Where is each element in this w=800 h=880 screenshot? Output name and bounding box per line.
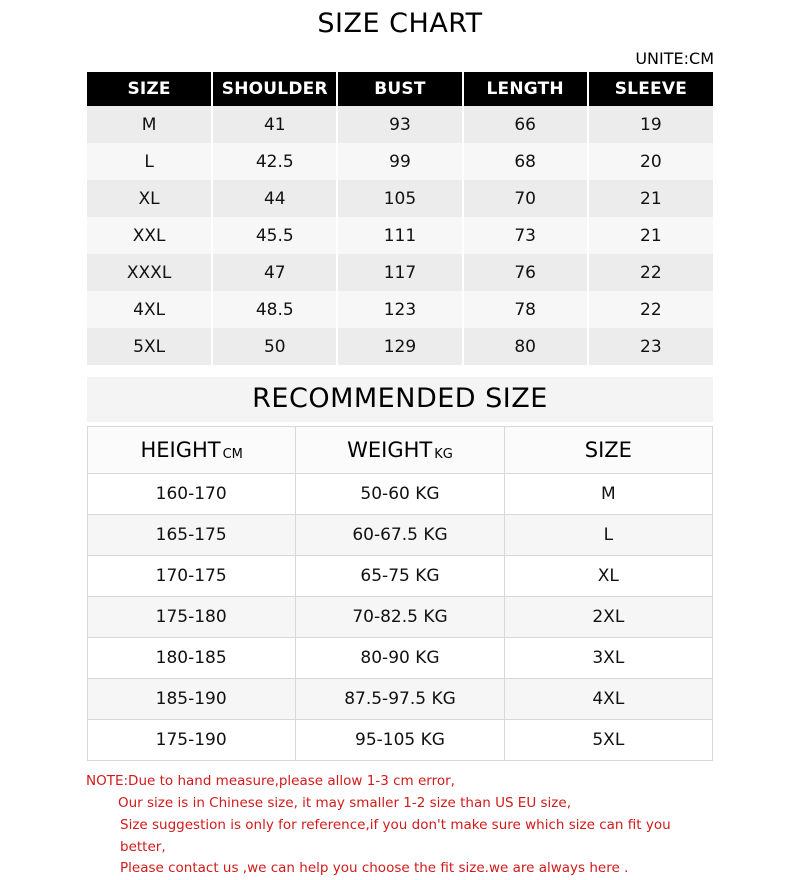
size-table-header-length: LENGTH xyxy=(463,72,588,106)
cell-length: 66 xyxy=(463,106,588,143)
cell-bust: 105 xyxy=(337,180,462,217)
table-row xyxy=(87,180,713,217)
cell-weight: 95-105 KG xyxy=(296,720,504,761)
cell-size: XXXL xyxy=(87,254,212,291)
cell-length: 76 xyxy=(463,254,588,291)
table-row xyxy=(87,328,713,365)
recommended-header-height-label: HEIGHT xyxy=(140,438,221,462)
size-table-header-sleeve: SLEEVE xyxy=(588,72,713,106)
cell-sleeve: 19 xyxy=(588,106,713,143)
cell-size: 4XL xyxy=(87,291,212,328)
note-line-3: Size suggestion is only for reference,if you don't make sure which size can fit you better, xyxy=(120,816,671,855)
recommended-header-size xyxy=(504,427,712,474)
size-table-header-shoulder: SHOULDER xyxy=(212,72,337,106)
cell-size: L xyxy=(87,143,212,180)
cell-sleeve: 20 xyxy=(588,143,713,180)
recommended-header-weight xyxy=(296,427,504,474)
recommended-header-size-label: SIZE xyxy=(584,438,632,462)
cell-shoulder: 47 xyxy=(212,254,337,291)
cell-height: 185-190 xyxy=(88,679,296,720)
cell-size: 2XL xyxy=(504,597,712,638)
note-line-2: Our size is in Chinese size, it may smaller 1-2 size than US EU size, xyxy=(118,794,571,811)
cell-sleeve: 23 xyxy=(588,328,713,365)
table-row xyxy=(88,556,713,597)
cell-shoulder: 42.5 xyxy=(212,143,337,180)
table-row xyxy=(87,143,713,180)
table-row xyxy=(87,254,713,291)
cell-weight: 87.5-97.5 KG xyxy=(296,679,504,720)
size-table-header-bust: BUST xyxy=(337,72,462,106)
table-row xyxy=(88,474,713,515)
cell-size: 5XL xyxy=(504,720,712,761)
cell-sleeve: 21 xyxy=(588,217,713,254)
cell-length: 73 xyxy=(463,217,588,254)
size-chart-table xyxy=(87,72,713,365)
cell-sleeve: 21 xyxy=(588,180,713,217)
size-table-header-row xyxy=(87,72,713,106)
cell-height: 180-185 xyxy=(88,638,296,679)
recommended-header-height xyxy=(88,427,296,474)
table-row xyxy=(88,515,713,556)
cell-bust: 123 xyxy=(337,291,462,328)
cell-bust: 129 xyxy=(337,328,462,365)
cell-size: XL xyxy=(504,556,712,597)
cell-size: XL xyxy=(87,180,212,217)
cell-bust: 111 xyxy=(337,217,462,254)
cell-size: L xyxy=(504,515,712,556)
cell-weight: 70-82.5 KG xyxy=(296,597,504,638)
note-line-1: NOTE:Due to hand measure,please allow 1-3 cm error, xyxy=(86,773,455,789)
cell-length: 78 xyxy=(463,291,588,328)
cell-sleeve: 22 xyxy=(588,291,713,328)
recommended-header-row xyxy=(88,427,713,474)
cell-size: 4XL xyxy=(504,679,712,720)
cell-size: 5XL xyxy=(87,328,212,365)
recommended-size-title: RECOMMENDED SIZE xyxy=(87,377,713,422)
cell-shoulder: 45.5 xyxy=(212,217,337,254)
table-row xyxy=(87,291,713,328)
cell-length: 80 xyxy=(463,328,588,365)
cell-length: 68 xyxy=(463,143,588,180)
cell-bust: 117 xyxy=(337,254,462,291)
cell-weight: 80-90 KG xyxy=(296,638,504,679)
table-row xyxy=(87,217,713,254)
notes-block xyxy=(80,771,720,880)
cell-size: XXL xyxy=(87,217,212,254)
cell-shoulder: 50 xyxy=(212,328,337,365)
recommended-size-table xyxy=(87,426,713,761)
size-table-header-size: SIZE xyxy=(87,72,212,106)
cell-height: 175-190 xyxy=(88,720,296,761)
cell-weight: 50-60 KG xyxy=(296,474,504,515)
cell-shoulder: 41 xyxy=(212,106,337,143)
cell-length: 70 xyxy=(463,180,588,217)
table-row xyxy=(88,720,713,761)
table-row xyxy=(88,638,713,679)
table-row xyxy=(88,679,713,720)
unit-note: UNITE:CM xyxy=(635,49,714,68)
cell-height: 165-175 xyxy=(88,515,296,556)
cell-height: 175-180 xyxy=(88,597,296,638)
table-row xyxy=(87,106,713,143)
recommended-header-weight-unit: KG xyxy=(434,447,453,462)
cell-size: 3XL xyxy=(504,638,712,679)
table-row xyxy=(88,597,713,638)
recommended-header-weight-label: WEIGHT xyxy=(347,438,433,462)
cell-sleeve: 22 xyxy=(588,254,713,291)
page-title: SIZE CHART xyxy=(317,8,483,39)
cell-bust: 99 xyxy=(337,143,462,180)
cell-size: M xyxy=(87,106,212,143)
cell-weight: 65-75 KG xyxy=(296,556,504,597)
cell-height: 160-170 xyxy=(88,474,296,515)
cell-shoulder: 48.5 xyxy=(212,291,337,328)
cell-shoulder: 44 xyxy=(212,180,337,217)
cell-size: M xyxy=(504,474,712,515)
cell-weight: 60-67.5 KG xyxy=(296,515,504,556)
note-line-4: Please contact us ,we can help you choose the fit size.we are always here . xyxy=(120,860,629,877)
cell-height: 170-175 xyxy=(88,556,296,597)
cell-bust: 93 xyxy=(337,106,462,143)
recommended-header-height-unit: CM xyxy=(222,447,243,462)
